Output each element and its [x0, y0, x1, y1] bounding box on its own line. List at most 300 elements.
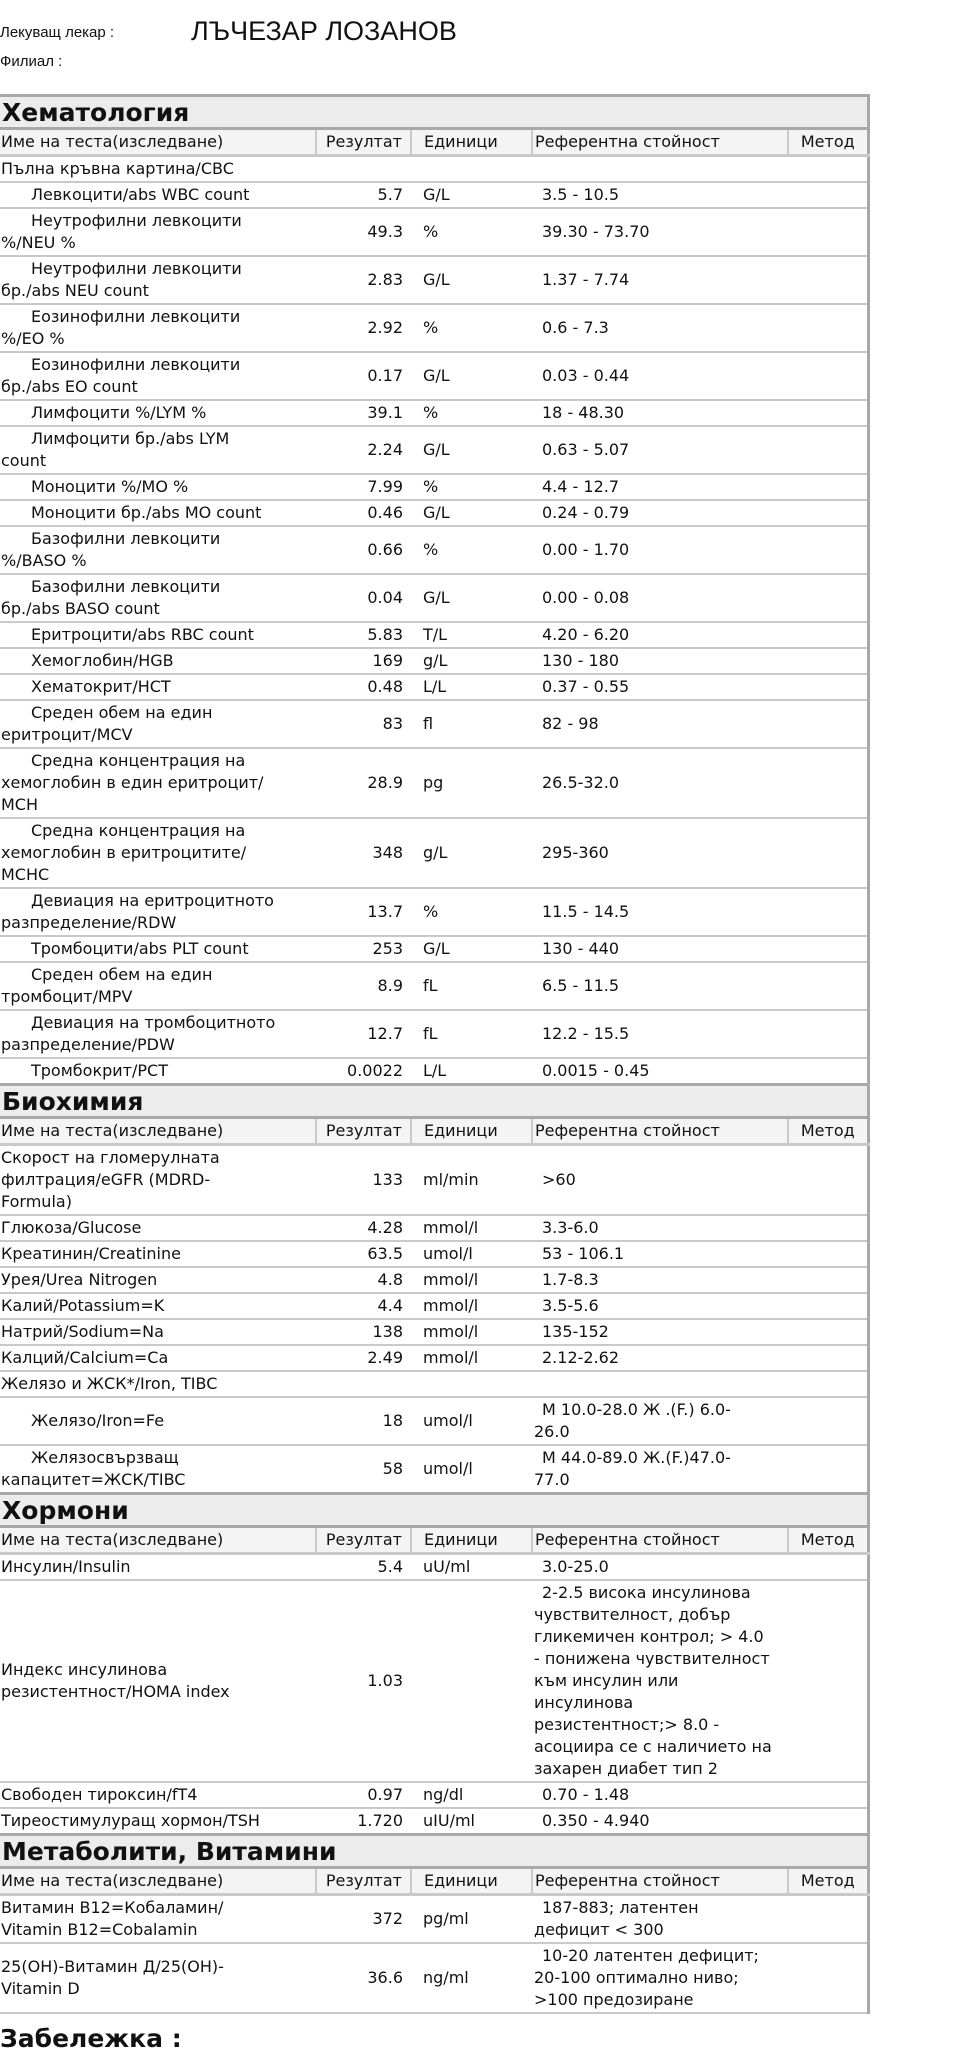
- test-name: Моноцити бр./abs MO count: [0, 500, 316, 526]
- column-header-reference: Референтна стойност: [532, 129, 788, 156]
- test-method: [788, 500, 868, 526]
- test-method: [788, 1241, 868, 1267]
- test-reference-cell: [532, 526, 788, 574]
- test-method: [788, 1319, 868, 1345]
- test-reference: 26.5-32.0: [542, 773, 620, 792]
- test-reference: 39.30 - 73.70: [542, 222, 650, 241]
- test-result: 5.4: [316, 1554, 411, 1581]
- test-result: 5.83: [316, 622, 411, 648]
- test-result: 58: [316, 1445, 411, 1494]
- column-header-result: Резултат: [316, 1868, 411, 1895]
- table-row: [0, 574, 868, 622]
- test-reference-cell: [532, 1319, 788, 1345]
- table-row: [0, 936, 868, 962]
- test-units: %: [411, 400, 532, 426]
- test-reference-cell: [532, 256, 788, 304]
- test-reference-cell: [532, 500, 788, 526]
- test-reference-cell: [532, 1580, 788, 1782]
- test-reference: 18 - 48.30: [542, 403, 625, 422]
- test-result: 0.0022: [316, 1058, 411, 1085]
- test-reference-cell: [532, 474, 788, 500]
- test-reference: 0.37 - 0.55: [542, 677, 630, 696]
- test-reference-cell: [532, 1058, 788, 1085]
- test-name: Желязо/Iron=Fe: [0, 1397, 316, 1445]
- test-units: G/L: [411, 500, 532, 526]
- test-method: [788, 156, 868, 183]
- test-method: [788, 182, 868, 208]
- test-name: Инсулин/Insulin: [0, 1554, 316, 1581]
- table-row: [0, 1267, 868, 1293]
- test-method: [788, 526, 868, 574]
- test-reference-cell: [532, 1267, 788, 1293]
- test-result: 169: [316, 648, 411, 674]
- test-reference-cell: [532, 1010, 788, 1058]
- table-row: [0, 674, 868, 700]
- test-result: 28.9: [316, 748, 411, 818]
- test-result: 12.7: [316, 1010, 411, 1058]
- table-row: [0, 400, 868, 426]
- test-units: L/L: [411, 674, 532, 700]
- test-name: Базофилни левкоцити бр./abs BASO count: [0, 574, 316, 622]
- table-row: [0, 256, 868, 304]
- test-reference: 0.70 - 1.48: [542, 1785, 630, 1804]
- test-method: [788, 1554, 868, 1581]
- test-reference: 0.00 - 0.08: [542, 588, 630, 607]
- test-name: Лимфоцити бр./abs LYM count: [0, 426, 316, 474]
- test-result: 4.28: [316, 1215, 411, 1241]
- test-reference: 0.03 - 0.44: [542, 366, 630, 385]
- section-header: [0, 1494, 868, 1527]
- test-units: uU/ml: [411, 1554, 532, 1581]
- test-result: 7.99: [316, 474, 411, 500]
- test-reference: 3.0-25.0: [542, 1557, 609, 1576]
- table-row: [0, 1808, 868, 1835]
- test-reference-cell: [532, 1445, 788, 1494]
- test-reference-cell: [532, 1808, 788, 1835]
- column-header-method: Метод: [788, 1527, 868, 1554]
- table-row: [0, 1145, 868, 1216]
- column-header-units: Единици: [411, 1527, 532, 1554]
- test-name: Девиация на еритроцитното разпределение/RDW: [0, 888, 316, 936]
- column-header-reference: Референтна стойност: [532, 1868, 788, 1895]
- test-reference: 3.5 - 10.5: [542, 185, 620, 204]
- test-reference-cell: [532, 1397, 788, 1445]
- test-method: [788, 474, 868, 500]
- test-method: [788, 304, 868, 352]
- test-method: [788, 674, 868, 700]
- test-name: Лимфоцити %/LYM %: [0, 400, 316, 426]
- test-method: [788, 936, 868, 962]
- table-row: [0, 1058, 868, 1085]
- test-result: 1.720: [316, 1808, 411, 1835]
- test-reference-cell: [532, 1345, 788, 1371]
- test-name: Моноцити %/MO %: [0, 474, 316, 500]
- section-title: Биохимия: [0, 1085, 868, 1118]
- test-result: 138: [316, 1319, 411, 1345]
- test-units: g/L: [411, 818, 532, 888]
- test-reference-cell: [532, 1371, 788, 1397]
- test-reference-cell: [532, 1215, 788, 1241]
- test-method: [788, 208, 868, 256]
- test-name: Глюкоза/Glucose: [0, 1215, 316, 1241]
- table-row: [0, 352, 868, 400]
- test-reference-cell: [532, 1241, 788, 1267]
- test-result: 5.7: [316, 182, 411, 208]
- test-name: Среден обем на един еритроцит/MCV: [0, 700, 316, 748]
- test-result: 8.9: [316, 962, 411, 1010]
- test-units: umol/l: [411, 1445, 532, 1494]
- test-units: G/L: [411, 426, 532, 474]
- column-header-units: Единици: [411, 1868, 532, 1895]
- test-name: Тиреостимулуращ хормон/TSH: [0, 1808, 316, 1835]
- column-header-name: Име на теста(изследване): [0, 1118, 316, 1145]
- table-row: [0, 1554, 868, 1581]
- test-units: mmol/l: [411, 1293, 532, 1319]
- test-method: [788, 1808, 868, 1835]
- test-name: Среден обем на един тромбоцит/MPV: [0, 962, 316, 1010]
- test-units: %: [411, 304, 532, 352]
- test-name: Индекс инсулинова резистентност/HOMA index: [0, 1580, 316, 1782]
- test-reference: >60: [542, 1170, 576, 1189]
- test-reference-cell: [532, 818, 788, 888]
- test-result: 0.66: [316, 526, 411, 574]
- table-row: [0, 700, 868, 748]
- test-reference-cell: [532, 1943, 788, 2013]
- table-row: [0, 748, 868, 818]
- test-name: Тромбоцити/abs PLT count: [0, 936, 316, 962]
- test-reference-cell: [532, 400, 788, 426]
- test-method: [788, 1895, 868, 1944]
- test-method: [788, 1371, 868, 1397]
- table-row: [0, 1895, 868, 1944]
- column-header-reference: Референтна стойност: [532, 1118, 788, 1145]
- test-reference-cell: [532, 648, 788, 674]
- test-result: 18: [316, 1397, 411, 1445]
- test-reference: 130 - 440: [542, 939, 620, 958]
- test-units: L/L: [411, 1058, 532, 1085]
- report-content: [0, 94, 868, 2054]
- test-result: 83: [316, 700, 411, 748]
- table-row: [0, 1010, 868, 1058]
- test-method: [788, 1267, 868, 1293]
- column-header-method: Метод: [788, 1118, 868, 1145]
- column-header-units: Единици: [411, 1118, 532, 1145]
- test-name: Свободен тироксин/fT4: [0, 1782, 316, 1808]
- test-method: [788, 1782, 868, 1808]
- column-header-row: [0, 1118, 868, 1145]
- test-result: 13.7: [316, 888, 411, 936]
- test-units: pg: [411, 748, 532, 818]
- test-reference-cell: [532, 674, 788, 700]
- test-reference: 3.5-5.6: [542, 1296, 599, 1315]
- column-header-row: [0, 1527, 868, 1554]
- test-name: Средна концентрация на хемоглобин в един еритроцит/ MCH: [0, 748, 316, 818]
- test-reference: 82 - 98: [542, 714, 599, 733]
- test-reference-cell: [532, 182, 788, 208]
- note-label: Забележка :: [0, 2024, 182, 2053]
- section-title: Метаболити, Витамини: [0, 1835, 868, 1868]
- test-method: [788, 1580, 868, 1782]
- test-reference: 2-2.5 висока инсулинова чувствителност, добър гликемичен контрол; > 4.0 - понижена чувствителност към инсулин или инсулинова резистентност;> 8.0 - асоциира се с наличието на захарен диабет тип 2: [534, 1583, 772, 1778]
- test-reference: М 10.0-28.0 Ж .(F.) 6.0- 26.0: [534, 1400, 731, 1441]
- test-result: 253: [316, 936, 411, 962]
- test-method: [788, 1345, 868, 1371]
- table-row: [0, 208, 868, 256]
- test-reference-cell: [532, 748, 788, 818]
- test-units: G/L: [411, 352, 532, 400]
- test-reference: 295-360: [542, 843, 609, 862]
- table-row: [0, 1241, 868, 1267]
- column-header-method: Метод: [788, 129, 868, 156]
- test-result: [316, 156, 411, 183]
- test-name: Девиация на тромбоцитното разпределение/PDW: [0, 1010, 316, 1058]
- test-reference: 0.0015 - 0.45: [542, 1061, 650, 1080]
- test-result: 4.4: [316, 1293, 411, 1319]
- test-name: Неутрофилни левкоцити бр./abs NEU count: [0, 256, 316, 304]
- test-result: 2.83: [316, 256, 411, 304]
- table-row: [0, 500, 868, 526]
- test-units: G/L: [411, 182, 532, 208]
- test-result: 2.24: [316, 426, 411, 474]
- test-reference: 0.350 - 4.940: [542, 1811, 650, 1830]
- column-header-row: [0, 129, 868, 156]
- table-row: [0, 474, 868, 500]
- test-name: 25(OH)-Витамин Д/25(OH)- Vitamin D: [0, 1943, 316, 2013]
- column-header-name: Име на теста(изследване): [0, 129, 316, 156]
- test-result: 49.3: [316, 208, 411, 256]
- test-result: 0.48: [316, 674, 411, 700]
- test-name: Хематокрит/HCT: [0, 674, 316, 700]
- test-units: fl: [411, 700, 532, 748]
- test-name: Левкоцити/abs WBC count: [0, 182, 316, 208]
- test-name: Урея/Urea Nitrogen: [0, 1267, 316, 1293]
- test-reference-cell: [532, 888, 788, 936]
- test-reference: 11.5 - 14.5: [542, 902, 630, 921]
- test-result: 2.49: [316, 1345, 411, 1371]
- test-result: 372: [316, 1895, 411, 1944]
- test-reference-cell: [532, 622, 788, 648]
- test-reference: 4.20 - 6.20: [542, 625, 630, 644]
- section-title: Хематология: [0, 96, 868, 129]
- test-reference-cell: [532, 936, 788, 962]
- test-method: [788, 1293, 868, 1319]
- test-method: [788, 962, 868, 1010]
- test-reference-cell: [532, 304, 788, 352]
- test-result: 0.17: [316, 352, 411, 400]
- test-reference-cell: [532, 1782, 788, 1808]
- test-name: Скорост на гломерулната филтрация/eGFR (MDRD- Formula): [0, 1145, 316, 1216]
- test-reference: 12.2 - 15.5: [542, 1024, 630, 1043]
- test-units: fL: [411, 962, 532, 1010]
- test-name: Тромбокрит/PCT: [0, 1058, 316, 1085]
- test-name: Натрий/Sodium=Na: [0, 1319, 316, 1345]
- test-units: umol/l: [411, 1241, 532, 1267]
- test-name: Хемоглобин/HGB: [0, 648, 316, 674]
- test-reference: 53 - 106.1: [542, 1244, 625, 1263]
- test-units: fL: [411, 1010, 532, 1058]
- column-header-reference: Референтна стойност: [532, 1527, 788, 1554]
- column-header-units: Единици: [411, 129, 532, 156]
- test-units: %: [411, 208, 532, 256]
- test-result: 39.1: [316, 400, 411, 426]
- test-units: G/L: [411, 574, 532, 622]
- test-units: mmol/l: [411, 1345, 532, 1371]
- table-row: [0, 426, 868, 474]
- test-reference: 4.4 - 12.7: [542, 477, 620, 496]
- test-reference: 0.24 - 0.79: [542, 503, 630, 522]
- test-units: ng/ml: [411, 1943, 532, 2013]
- test-method: [788, 1058, 868, 1085]
- test-reference-cell: [532, 156, 788, 183]
- test-reference: 10-20 латентен дефицит; 20-100 оптимално ниво; >100 предозиране: [534, 1946, 759, 2009]
- table-row: [0, 1319, 868, 1345]
- test-name: Еритроцити/abs RBC count: [0, 622, 316, 648]
- test-reference-cell: [532, 574, 788, 622]
- test-method: [788, 818, 868, 888]
- test-method: [788, 574, 868, 622]
- table-row: [0, 526, 868, 574]
- test-result: 1.03: [316, 1580, 411, 1782]
- test-units: [411, 1371, 532, 1397]
- test-reference-cell: [532, 208, 788, 256]
- test-reference: 130 - 180: [542, 651, 620, 670]
- column-header-name: Име на теста(изследване): [0, 1527, 316, 1554]
- table-row: [0, 182, 868, 208]
- test-result: 36.6: [316, 1943, 411, 2013]
- table-row: [0, 818, 868, 888]
- test-name: Пълна кръвна картина/CBC: [0, 156, 316, 183]
- test-units: G/L: [411, 936, 532, 962]
- section-title: Хормони: [0, 1494, 868, 1527]
- table-row: [0, 1215, 868, 1241]
- table-row: [0, 888, 868, 936]
- test-units: G/L: [411, 256, 532, 304]
- column-header-row: [0, 1868, 868, 1895]
- test-reference: 187-883; латентен дефицит < 300: [534, 1898, 699, 1939]
- test-reference-cell: [532, 962, 788, 1010]
- test-reference: 1.37 - 7.74: [542, 270, 630, 289]
- test-name: Витамин B12=Кобаламин/ Vitamin B12=Cobalamin: [0, 1895, 316, 1944]
- test-method: [788, 1445, 868, 1494]
- section-header: [0, 96, 868, 129]
- test-units: [411, 156, 532, 183]
- test-reference-cell: [532, 700, 788, 748]
- test-name: Еозинофилни левкоцити бр./abs EO count: [0, 352, 316, 400]
- test-units: mmol/l: [411, 1319, 532, 1345]
- test-units: pg/ml: [411, 1895, 532, 1944]
- test-units: mmol/l: [411, 1267, 532, 1293]
- test-reference: 135-152: [542, 1322, 609, 1341]
- test-name: Желязо и ЖСК*/Iron, TIBC: [0, 1371, 316, 1397]
- test-method: [788, 1145, 868, 1216]
- test-reference-cell: [532, 426, 788, 474]
- test-reference-cell: [532, 1895, 788, 1944]
- test-units: [411, 1580, 532, 1782]
- test-name: Еозинофилни левкоцити %/EO %: [0, 304, 316, 352]
- test-reference: 6.5 - 11.5: [542, 976, 620, 995]
- test-method: [788, 888, 868, 936]
- test-units: mmol/l: [411, 1215, 532, 1241]
- column-header-result: Резултат: [316, 1118, 411, 1145]
- test-result: 63.5: [316, 1241, 411, 1267]
- test-reference-cell: [532, 352, 788, 400]
- test-name: Креатинин/Creatinine: [0, 1241, 316, 1267]
- table-row: [0, 156, 868, 183]
- test-result: 0.04: [316, 574, 411, 622]
- test-name: Калий/Potassium=K: [0, 1293, 316, 1319]
- test-result: 133: [316, 1145, 411, 1216]
- test-method: [788, 622, 868, 648]
- table-row: [0, 962, 868, 1010]
- test-units: umol/l: [411, 1397, 532, 1445]
- test-reference: М 44.0-89.0 Ж.(F.)47.0- 77.0: [534, 1448, 731, 1489]
- table-row: [0, 1371, 868, 1397]
- test-result: [316, 1371, 411, 1397]
- test-units: uIU/ml: [411, 1808, 532, 1835]
- test-reference: 0.6 - 7.3: [542, 318, 609, 337]
- test-result: 0.46: [316, 500, 411, 526]
- test-result: 2.92: [316, 304, 411, 352]
- table-row: [0, 1580, 868, 1782]
- test-method: [788, 1397, 868, 1445]
- test-name: Средна концентрация на хемоглобин в еритроцитите/ MCHC: [0, 818, 316, 888]
- doctor-label: Лекуващ лекар :: [0, 24, 115, 41]
- test-method: [788, 256, 868, 304]
- test-method: [788, 352, 868, 400]
- test-reference: 1.7-8.3: [542, 1270, 599, 1289]
- table-row: [0, 1293, 868, 1319]
- test-name: Неутрофилни левкоцити %/NEU %: [0, 208, 316, 256]
- test-method: [788, 648, 868, 674]
- test-method: [788, 1943, 868, 2013]
- test-units: ml/min: [411, 1145, 532, 1216]
- test-reference-cell: [532, 1293, 788, 1319]
- table-row: [0, 1345, 868, 1371]
- test-method: [788, 1010, 868, 1058]
- test-method: [788, 426, 868, 474]
- test-reference-cell: [532, 1145, 788, 1216]
- column-header-result: Резултат: [316, 1527, 411, 1554]
- test-units: T/L: [411, 622, 532, 648]
- test-name: Желязосвързващ капацитет=ЖСК/TIBC: [0, 1445, 316, 1494]
- test-units: g/L: [411, 648, 532, 674]
- doctor-name: ЛЪЧЕЗАР ЛОЗАНОВ: [191, 16, 457, 46]
- test-name: Калций/Calcium=Ca: [0, 1345, 316, 1371]
- table-row: [0, 304, 868, 352]
- test-reference: 3.3-6.0: [542, 1218, 599, 1237]
- table-row: [0, 648, 868, 674]
- column-header-method: Метод: [788, 1868, 868, 1895]
- test-result: 0.97: [316, 1782, 411, 1808]
- test-units: %: [411, 526, 532, 574]
- lab-results-table: [0, 94, 870, 2014]
- table-row: [0, 1782, 868, 1808]
- section-header: [0, 1835, 868, 1868]
- test-units: ng/dl: [411, 1782, 532, 1808]
- test-reference-cell: [532, 1554, 788, 1581]
- test-result: 348: [316, 818, 411, 888]
- test-units: %: [411, 888, 532, 936]
- table-row: [0, 622, 868, 648]
- test-method: [788, 1215, 868, 1241]
- test-method: [788, 700, 868, 748]
- table-row: [0, 1397, 868, 1445]
- test-units: %: [411, 474, 532, 500]
- test-name: Базофилни левкоцити %/BASO %: [0, 526, 316, 574]
- test-reference: 0.00 - 1.70: [542, 540, 630, 559]
- column-header-result: Резултат: [316, 129, 411, 156]
- test-method: [788, 400, 868, 426]
